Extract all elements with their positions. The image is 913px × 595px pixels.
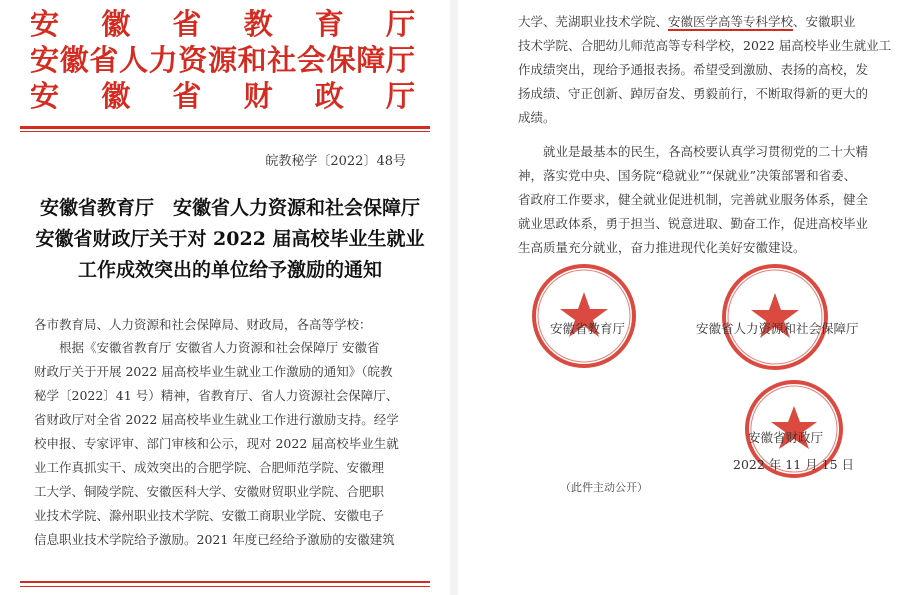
highlighted-school-name: 安徽医学高等专科学校 [668, 14, 794, 29]
issue-date: 2022 年 11 月 15 日 [733, 457, 854, 472]
text-span: 大学、芜湖职业技术学院、 [518, 14, 669, 29]
text-line: 就业思政体系，勇于担当、锐意进取、勤奋工作，促进高校毕业 [518, 216, 869, 231]
addressee [34, 313, 414, 337]
title-line: 安徽省财政厅关于对 2022 届高校毕业生就业 [35, 228, 425, 250]
text-line: 成绩。 [518, 110, 556, 125]
text-line: 业工作真抓实干、成效突出的合肥学院、合肥师范学院、安徽理 [34, 460, 385, 475]
footer-rule-thin [20, 586, 430, 587]
masthead-line-finance: 安 徽 省 财 政 厅 [30, 79, 415, 113]
masthead-rule-thin [20, 131, 430, 132]
text-line: 工大学、铜陵学院、安徽医科大学、安徽财贸职业学院、合肥职 [34, 484, 385, 499]
signature-finance-dept: 安徽省财政厅 [748, 430, 824, 445]
signature-hr-dept: 安徽省人力资源和社会保障厅 [696, 321, 859, 336]
hr-seal-icon [720, 262, 830, 372]
masthead-line-hr: 安 徽 省 人 力 资 源 和 社 会 保 障 厅 [30, 43, 415, 77]
text-line: 校申报、专家评审、部门审核和公示，现对 2022 届高校毕业生就 [34, 436, 399, 451]
left-page [0, 0, 450, 595]
education-seal-icon [530, 262, 638, 370]
public-disclosure-note: （此件主动公开） [560, 481, 648, 494]
text-line: 秘学〔2022〕41 号）精神，省教育厅、省人力资源社会保障厅、 [34, 388, 399, 403]
text-span: 、安徽职业 [793, 14, 856, 29]
masthead-rule-thick [20, 126, 430, 129]
body-paragraph-2 [518, 140, 898, 260]
text-line: 财政厅关于开展 2022 届高校毕业生就业工作激励的通知》（皖教 [34, 364, 393, 379]
text-line [518, 10, 898, 34]
text-line: 扬成绩、守正创新、踔厉奋发、勇毅前行，不断取得新的更大的 [518, 86, 869, 101]
text-line: 作成绩突出，现给予通报表扬。希望受到激励、表扬的高校，发 [518, 62, 869, 77]
addressee-text: 各市教育局、人力资源和社会保障局、财政局，各高等学校： [34, 317, 372, 332]
signature-education-dept: 安徽省教育厅 [550, 321, 626, 336]
title-line: 安徽省教育厅 安徽省人力资源和社会保障厅 [39, 197, 420, 219]
body-paragraph-1 [34, 336, 414, 552]
text-line: 信息职业技术学院给予激励。2021 年度已经给予激励的安徽建筑 [34, 532, 395, 547]
masthead [30, 6, 415, 114]
document-title [20, 193, 440, 286]
document-number: 皖教秘学〔2022〕48号 [265, 154, 406, 169]
text-line: 根据《安徽省教育厅 安徽省人力资源和社会保障厅 安徽省 [34, 340, 380, 355]
text-line: 省政府工作要求，健全就业促进机制，完善就业服务体系，健全 [518, 192, 869, 207]
text-line: 省财政厅对全省 2022 届高校毕业生就业工作进行激励支持。经学 [34, 412, 399, 427]
title-line: 工作成效突出的单位给予激励的通知 [77, 259, 382, 281]
text-line: 神，落实党中央、国务院“稳就业”“保就业”决策部署和省委、 [518, 168, 857, 183]
right-page [458, 0, 913, 595]
body-paragraph-1-continued [518, 10, 898, 130]
footer-rule-thick [20, 581, 430, 583]
text-line: 就业是最基本的民生，各高校要认真学习贯彻党的二十大精 [518, 144, 869, 159]
text-line: 生高质量充分就业，奋力推进现代化美好安徽建设。 [518, 240, 806, 255]
text-line: 技术学院、合肥幼儿师范高等专科学校，2022 届高校毕业生就业工 [518, 38, 892, 53]
text-line: 业技术学院、滁州职业技术学院、安徽工商职业学院、安徽电子 [34, 508, 385, 523]
page-gutter [450, 0, 458, 595]
masthead-line-education: 安 徽 省 教 育 厅 [30, 7, 415, 41]
